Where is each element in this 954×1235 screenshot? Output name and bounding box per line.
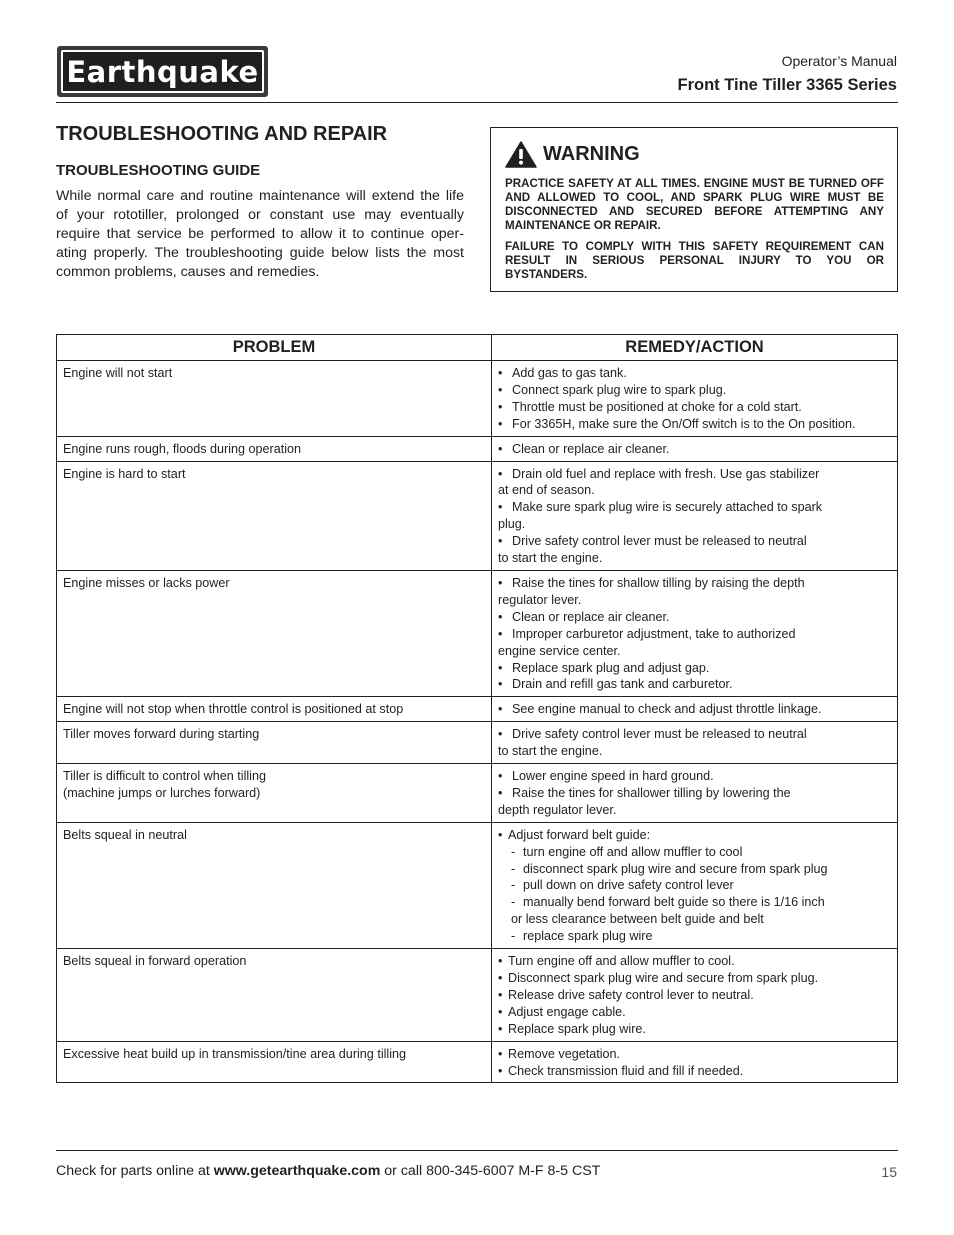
table-row — [57, 570, 898, 696]
bullet-icon: • — [498, 827, 503, 842]
remedy-text: Drive safety control lever must be released to neutral — [512, 534, 807, 549]
remedy-item — [498, 399, 891, 416]
remedy-item — [498, 1021, 891, 1038]
remedy-cell — [492, 436, 898, 461]
warning-title: WARNING — [543, 142, 640, 165]
problem-text: Engine misses or lacks power — [63, 575, 230, 590]
remedy-subitem — [498, 894, 891, 911]
problem-cell — [57, 436, 492, 461]
remedy-subtext: disconnect spark plug wire and secure from spark plug — [523, 861, 828, 876]
bullet-icon: • — [498, 785, 503, 800]
bullet-icon: • — [498, 1021, 503, 1036]
problem-cell — [57, 822, 492, 948]
table-row — [57, 436, 898, 461]
remedy-text: Clean or replace air cleaner. — [512, 609, 670, 624]
remedy-cell — [492, 570, 898, 696]
bullet-icon: • — [498, 575, 503, 590]
footer-text — [56, 1163, 600, 1179]
remedy-item — [498, 953, 891, 970]
intro-line: While normal care and routine maintenance will extend the life — [56, 188, 464, 204]
remedy-item — [498, 1046, 891, 1063]
remedy-cell — [492, 764, 898, 823]
remedy-item — [498, 466, 891, 483]
logo-text: Earthquake — [66, 54, 259, 89]
problem-cell — [57, 764, 492, 823]
warning-header — [505, 140, 884, 168]
remedy-text: depth regulator lever. — [498, 802, 617, 817]
remedy-text: Turn engine off and allow muffler to cool. — [508, 954, 735, 969]
remedy-cell — [492, 1041, 898, 1083]
remedy-item — [498, 382, 891, 399]
footer-divider — [56, 1150, 898, 1151]
bullet-icon: • — [498, 727, 503, 742]
footer-prefix: Check for parts online at — [56, 1163, 214, 1179]
remedy-item-continued — [498, 550, 891, 567]
section-title: TROUBLESHOOTING AND REPAIR — [56, 123, 388, 145]
remedy-text: Throttle must be positioned at choke for a cold start. — [512, 399, 802, 414]
problem-cell — [57, 361, 492, 437]
earthquake-logo — [57, 46, 268, 97]
bullet-icon: • — [498, 769, 503, 784]
intro-line: of your rototiller, prolonged or constant use may eventually — [56, 207, 464, 223]
problem-cell — [57, 1041, 492, 1083]
table-header-row — [57, 335, 898, 361]
bullet-icon: • — [498, 534, 503, 549]
remedy-cell — [492, 822, 898, 948]
bullet-icon: • — [498, 366, 503, 380]
bullet-icon: • — [498, 1063, 503, 1078]
remedy-item — [498, 785, 891, 802]
table-row — [57, 949, 898, 1042]
remedy-item — [498, 970, 891, 987]
remedy-subtext: or less clearance between belt guide and belt — [511, 912, 764, 927]
problem-cell — [57, 461, 492, 570]
remedy-cell — [492, 949, 898, 1042]
remedy-item — [498, 441, 891, 458]
remedy-item — [498, 416, 891, 433]
warning-paragraph: FAILURE TO COMPLY WITH THIS SAFETY REQUIREMENT CAN RESULT IN SERIOUS PERSONAL INJURY TO YOU OR BYSTANDERS. — [505, 240, 884, 281]
remedy-text: Raise the tines for shallow tilling by raising the depth — [512, 575, 805, 590]
remedy-text: See engine manual to check and adjust throttle linkage. — [512, 702, 822, 717]
bullet-icon: • — [498, 1046, 503, 1061]
bullet-icon: • — [498, 677, 503, 692]
problem-text: Tiller is difficult to control when tilling — [63, 769, 266, 784]
remedy-item — [498, 987, 891, 1004]
intro-line: common problems, causes and remedies. — [56, 264, 320, 280]
bullet-icon: • — [498, 660, 503, 675]
page-number: 15 — [881, 1164, 897, 1180]
remedy-subitem — [498, 844, 891, 861]
table-row — [57, 1041, 898, 1083]
problem-text: Engine will not stop when throttle control is positioned at stop — [63, 702, 404, 717]
remedy-item-continued — [498, 482, 891, 499]
remedy-text: to start the engine. — [498, 551, 603, 566]
remedy-text: Replace spark plug and adjust gap. — [512, 660, 710, 675]
remedy-item — [498, 626, 891, 643]
remedy-text: Drive safety control lever must be released to neutral — [512, 727, 807, 742]
remedy-text: engine service center. — [498, 643, 621, 658]
remedy-subtext: replace spark plug wire — [523, 929, 653, 944]
remedy-text: Adjust forward belt guide: — [508, 827, 651, 842]
table-row — [57, 764, 898, 823]
remedy-text: Check transmission fluid and fill if needed. — [508, 1063, 744, 1078]
problem-text: Engine is hard to start — [63, 466, 186, 481]
remedy-text: Remove vegetation. — [508, 1046, 621, 1061]
dash-icon: - — [511, 878, 516, 893]
bullet-icon: • — [498, 987, 503, 1002]
warning-box — [490, 127, 898, 292]
dash-icon: - — [511, 861, 516, 876]
dash-icon: - — [511, 895, 516, 910]
remedy-item — [498, 1063, 891, 1080]
problem-text: Engine runs rough, floods during operation — [63, 441, 302, 456]
bullet-icon: • — [498, 382, 503, 397]
footer-url-link[interactable]: www.getearthquake.com — [213, 1163, 381, 1179]
remedy-item — [498, 701, 891, 718]
problem-text: Engine will not start — [63, 366, 173, 380]
table-body — [57, 361, 898, 1083]
remedy-cell — [492, 697, 898, 722]
problem-text: Belts squeal in neutral — [63, 827, 187, 842]
remedy-item — [498, 676, 891, 693]
troubleshooting-table — [56, 334, 898, 1083]
bullet-icon: • — [498, 626, 503, 641]
remedy-text: Raise the tines for shallower tilling by lowering the — [512, 785, 791, 800]
remedy-text: plug. — [498, 517, 526, 532]
remedy-item-continued — [498, 592, 891, 609]
remedy-text: Drain old fuel and replace with fresh. Use gas stabilizer — [512, 466, 820, 481]
remedy-text: at end of season. — [498, 483, 595, 498]
remedy-subtext: turn engine off and allow muffler to cool — [523, 844, 743, 859]
remedy-item — [498, 726, 891, 743]
remedy-item — [498, 1004, 891, 1021]
remedy-text: Drain and refill gas tank and carburetor. — [512, 677, 733, 692]
remedy-text: Connect spark plug wire to spark plug. — [512, 382, 727, 397]
remedy-item — [498, 365, 891, 382]
problem-cell — [57, 570, 492, 696]
bullet-icon: • — [498, 702, 503, 717]
remedy-text: regulator lever. — [498, 592, 582, 607]
intro-line: ating properly. The troubleshooting guide below lists the most — [56, 245, 464, 261]
remedy-text: to start the engine. — [498, 744, 603, 759]
remedy-text: Replace spark plug wire. — [508, 1021, 646, 1036]
problem-text: Tiller moves forward during starting — [63, 727, 260, 742]
remedy-cell — [492, 361, 898, 437]
problem-text: Belts squeal in forward operation — [63, 954, 247, 969]
remedy-subtext: pull down on drive safety control lever — [523, 878, 734, 893]
intro-line: require that service be performed to allow it to continue oper- — [56, 226, 464, 242]
remedy-item — [498, 660, 891, 677]
remedy-subitem-continued — [498, 911, 891, 928]
logo-frame — [61, 50, 264, 93]
remedy-subitem — [498, 928, 891, 945]
dash-icon: - — [511, 929, 516, 944]
header-divider — [56, 102, 898, 103]
remedy-subitem — [498, 877, 891, 894]
manual-label: Operator’s Manual — [781, 53, 897, 69]
remedy-subtext: manually bend forward belt guide so there is 1/16 inch — [523, 895, 825, 910]
table-row — [57, 461, 898, 570]
remedy-text: Release drive safety control lever to neutral. — [508, 987, 754, 1002]
remedy-item — [498, 575, 891, 592]
remedy-item — [498, 609, 891, 626]
footer-suffix: or call 800-345-6007 M-F 8-5 CST — [380, 1163, 601, 1179]
remedy-item — [498, 827, 891, 844]
problem-text: (machine jumps or lurches forward) — [63, 785, 261, 800]
intro-paragraph — [56, 187, 464, 282]
product-title: Front Tine Tiller 3365 Series — [677, 76, 897, 94]
guide-title: TROUBLESHOOTING GUIDE — [56, 162, 261, 179]
remedy-text: Clean or replace air cleaner. — [512, 441, 670, 456]
warning-paragraph: PRACTICE SAFETY AT ALL TIMES. ENGINE MUST BE TURNED OFF AND ALLOWED TO COOL, AND SPARK PLUG WIRE MUST BE DISCONNECTED AND SECURED BEFORE ATTEMPTING ANY MAINTENANCE OR REPAIR. — [505, 177, 884, 232]
bullet-icon: • — [498, 954, 503, 969]
remedy-cell — [492, 461, 898, 570]
problem-cell — [57, 722, 492, 764]
bullet-icon: • — [498, 441, 503, 456]
remedy-item-continued — [498, 802, 891, 819]
remedy-text: Disconnect spark plug wire and secure from spark plug. — [508, 971, 819, 985]
bullet-icon: • — [498, 1004, 503, 1019]
remedy-text: Make sure spark plug wire is securely attached to spark — [512, 500, 823, 515]
remedy-text: Add gas to gas tank. — [512, 366, 627, 380]
dash-icon: - — [511, 844, 516, 859]
bullet-icon: • — [498, 466, 503, 481]
problem-cell — [57, 697, 492, 722]
bullet-icon: • — [498, 399, 503, 414]
warning-triangle-icon — [505, 141, 537, 168]
remedy-column-header: REMEDY/ACTION — [492, 335, 898, 361]
table-row — [57, 822, 898, 948]
table-row — [57, 697, 898, 722]
remedy-text: Improper carburetor adjustment, take to authorized — [512, 626, 796, 641]
remedy-item — [498, 533, 891, 550]
remedy-subitem — [498, 861, 891, 878]
remedy-item-continued — [498, 643, 891, 660]
remedy-cell — [492, 722, 898, 764]
bullet-icon: • — [498, 971, 503, 985]
table-row — [57, 361, 898, 437]
remedy-text: Adjust engage cable. — [508, 1004, 626, 1019]
remedy-item-continued — [498, 516, 891, 533]
table-row — [57, 722, 898, 764]
problem-text: Excessive heat build up in transmission/tine area during tilling — [63, 1046, 407, 1061]
bullet-icon: • — [498, 500, 503, 515]
problem-column-header: PROBLEM — [57, 335, 492, 361]
problem-cell — [57, 949, 492, 1042]
remedy-text: Lower engine speed in hard ground. — [512, 769, 714, 784]
remedy-item-continued — [498, 743, 891, 760]
remedy-item — [498, 499, 891, 516]
bullet-icon: • — [498, 609, 503, 624]
remedy-text: For 3365H, make sure the On/Off switch is to the On position. — [512, 416, 856, 431]
remedy-item — [498, 768, 891, 785]
bullet-icon: • — [498, 416, 503, 431]
